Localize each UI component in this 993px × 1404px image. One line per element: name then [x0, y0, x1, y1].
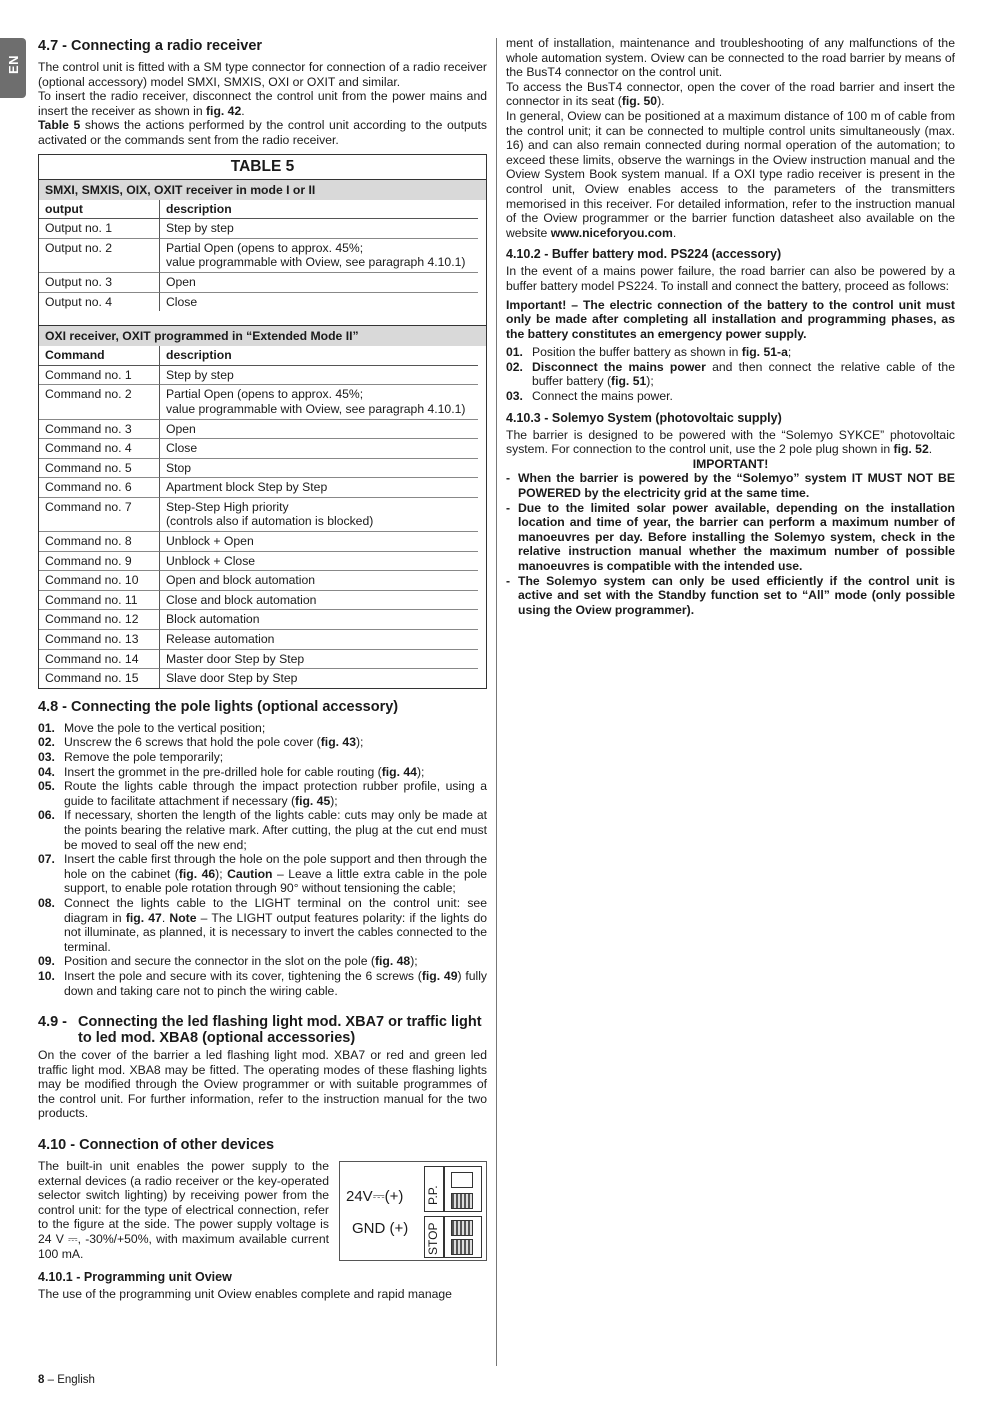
table-row [39, 478, 486, 498]
table-cell-label: Command no. 13 [39, 630, 160, 650]
table-cell-description: Slave door Step by Step [166, 671, 298, 686]
table-cell-label: Output no. 4 [39, 293, 160, 312]
section-4-9-para: On the cover of the barrier a led flashing light mod. XBA7 or red and green led traffic light mod. XBA8 may be fitted. The operating modes of these flashing lights may be modified through the Oview programmer or with suitable programmes of the control unit. For further information, refer to the instruction manual for the two products. [38, 1048, 487, 1121]
table-cell-description: Block automation [160, 610, 478, 630]
table-cell-label: Command no. 10 [39, 571, 160, 591]
warning-item: - The Solemyo system can only be used efficiently if the control unit is active and set with the Standby function set to “All” mode (only possible using the Oview programmer). [506, 573, 955, 617]
terminal-wiring-figure [339, 1161, 487, 1261]
left-column [38, 34, 487, 1302]
section-4-10-title: 4.10 - Connection of other devices [38, 1137, 275, 1154]
section-4-8-title: 4.8 - Connecting the pole lights (optional accessory) [38, 698, 399, 715]
section-4-7-para3: Table 5 shows the actions performed by the control unit according to the outputs activated or the commands sent from the radio receiver. [38, 118, 487, 147]
table-row [39, 420, 486, 440]
section-4-10-para: The built-in unit enables the power supply to the external devices (a radio receiver or the key-operated selector switch lighting) by receiving power from the control unit: for the type of electrical connection, refer to the figure at the side. The power supply voltage is 24 V ⎓, -30%/+50%, with maximum available current 100 mA. [38, 1159, 329, 1261]
table-cell-label: Command no. 6 [39, 478, 160, 498]
table-cell-description: Close and block automation [160, 591, 478, 611]
table-cell-description: Partial Open (opens to approx. 45%; value programmable with Oview, see paragraph 4.10.1) [160, 239, 478, 273]
table-row [39, 385, 486, 419]
terminal-block-pp [444, 1166, 482, 1212]
table-cell-description: Step by step [160, 219, 478, 239]
list-item: 09. Position and secure the connector in the slot on the pole (fig. 48); [38, 954, 418, 969]
fig-label-gnd: GND (+) [352, 1220, 409, 1238]
language-tab [0, 38, 26, 98]
table-command-rows [39, 366, 486, 688]
list-item: 02. Unscrew the 6 screws that hold the pole cover (fig. 43); [38, 735, 364, 750]
table-cell-label: Command no. 8 [39, 532, 160, 552]
table-row [39, 610, 486, 630]
list-item: 03. Connect the mains power. [506, 389, 673, 404]
list-item: 01. Position the buffer battery as shown in fig. 51-a; [506, 345, 792, 360]
column-divider [496, 38, 497, 1366]
table-row [39, 219, 486, 239]
table-row [39, 498, 486, 532]
table-cell-description: Step-Step High priority (controls also if automation is blocked) [160, 498, 478, 532]
warning-item: - Due to the limited solar power available, depending on the installation location and time of year, the barrier can perform a maximum number of manoeuvres per day. Before installing the Solemyo system, check in the relative instruction manual whether the maximum number of possible manoeuvres is compatible with the intended use. [506, 500, 955, 573]
table-cell-label: Command no. 3 [39, 420, 160, 440]
table-row [39, 439, 486, 459]
table-row [39, 239, 486, 273]
table-section-extended-mode: OXI receiver, OXIT programmed in “Extended Mode II” [39, 326, 486, 346]
table-row [39, 630, 486, 650]
table-header-row: Command description [39, 346, 486, 366]
fig-label-24v: 24V⎓(+) [346, 1188, 404, 1206]
fig-label-stop: STOP [426, 1222, 440, 1256]
table-row [39, 366, 486, 386]
table-cell-description: Stop [160, 459, 478, 479]
table-cell-label: Command no. 5 [39, 459, 160, 479]
section-4-10-2-steps [506, 345, 955, 403]
section-4-7-title: 4.7 - Connecting a radio receiver [38, 38, 263, 54]
page-footer [38, 1374, 95, 1386]
table-row [39, 571, 486, 591]
table-row [39, 293, 486, 312]
table-cell-description: Step by step [160, 366, 478, 386]
table-cell-label: Command no. 12 [39, 610, 160, 630]
section-4-10-1-para3: In general, Oview can be positioned at a maximum distance of 100 m of cable from the control unit; it can be connected to multiple control units simultaneously (max. 16) and can also remain connected during normal operation of the automation; to exceed these limits, observe the warnings in the Oview instruction manual and the Oview System Book system manual. If a OXI type radio receiver is present in the control unit, Oview enables access to the parameters of the transmitters memorised in this receiver. For detailed information, refer to the instruction manual of the Oview programmer or the barrier function datasheet also available on the website www.niceforyou.com. [506, 108, 955, 240]
section-4-7-para1: The control unit is fitted with a SM type connector for connection of a radio receiver (optional accessory) model SMXI, SMXIS, OXI or OXIT and similar. [38, 60, 487, 89]
table-cell-label: Output no. 3 [39, 273, 160, 293]
section-4-10-1-title: 4.10.1 - Programming unit Oview [38, 1270, 232, 1285]
language-label: EN [6, 54, 22, 75]
section-4-9-title: 4.9 - Connecting the led flashing light mod. XBA7 or traffic light to led mod. XBA8 (optional accessories) [38, 1014, 482, 1047]
table-cell-label: Output no. 2 [39, 239, 160, 273]
table-cell-label: Command no. 14 [39, 650, 160, 670]
section-4-10-2-para: In the event of a mains power failure, the road barrier can also be powered by a buffer battery model PS224. To install and connect the battery, proceed as follows: [506, 264, 955, 293]
table-section-receiver-mode: SMXI, SMXIS, OIX, OXIT receiver in mode I or II [39, 180, 486, 200]
table-cell-description: Master door Step by Step [160, 650, 478, 670]
section-4-7-para2: To insert the radio receiver, disconnect the control unit from the power mains and insert the receiver as shown in fig. 42. [38, 89, 487, 118]
table-cell-label: Command no. 1 [39, 366, 160, 386]
table-row [39, 591, 486, 611]
table-cell-description: Unblock + Open [160, 532, 478, 552]
table-row [39, 459, 486, 479]
table-cell-description: Open [160, 420, 478, 440]
table-output-rows [39, 219, 486, 311]
list-item: 07. Insert the cable first through the hole on the pole support and then through the hole on the cabinet (fig. 46); Caution – Leave a little extra cable in the pole support, to enable pole rotation through 90° without tensioning the cable; [38, 852, 487, 896]
section-4-10-2-title: 4.10.2 - Buffer battery mod. PS224 (accessory) [506, 247, 782, 262]
table-cell-label: Command no. 2 [39, 385, 160, 419]
section-4-10-1-para-cont: ment of installation, maintenance and troubleshooting of any malfunctions of the whole automation system. Oview can be connected to the road barrier by means of the BusT4 connector on the control unit. [506, 36, 955, 80]
section-4-10-1-para2: To access the BusT4 connector, open the cover of the road barrier and insert the connector in its seat (fig. 50). [506, 79, 955, 109]
fig-label-pp: P.P. [426, 1185, 440, 1206]
table-cell-label: Command no. 9 [39, 552, 160, 572]
list-item: 10. Insert the pole and secure with its cover, tightening the 6 screws (fig. 49) fully down and taking care not to pinch the wiring cable. [38, 968, 487, 998]
section-4-8-steps [38, 721, 487, 998]
table-cell-description: Close [160, 439, 478, 459]
section-4-10-3-warnings [506, 471, 955, 617]
table-cell-label: Command no. 7 [39, 498, 160, 532]
table-cell-description: Open and block automation [160, 571, 478, 591]
list-item: 05. Route the lights cable through the impact protection rubber profile, using a guide to facilitate attachment if necessary (fig. 45); [38, 779, 487, 808]
table-cell-description: Unblock + Close [160, 552, 478, 572]
table-row [39, 273, 486, 293]
section-4-10-1-para-start: The use of the programming unit Oview enables complete and rapid manage [38, 1287, 452, 1302]
table-cell-description: Close [166, 294, 198, 309]
table-cell-label: Output no. 1 [39, 219, 160, 239]
section-4-10-2-important: Important! – The electric connection of the battery to the control unit must only be made after completing all installation and programming phases, as the battery constitutes an emergency power supply. [506, 297, 955, 341]
list-item: 06. If necessary, shorten the length of the lights cable: cuts may only be made at the points bearing the relative mark. After cutting, the plug at the cut end must be moved to seal off the new end; [38, 808, 487, 852]
list-item: 04. Insert the grommet in the pre-drilled hole for cable routing (fig. 44); [38, 764, 425, 779]
section-4-10-3-para: The barrier is designed to be powered with the “Solemyo SYKCE” photovoltaic system. For connection to the control unit, use the 2 pole plug shown in fig. 52. [506, 427, 955, 457]
terminal-block-stop [444, 1216, 482, 1258]
table-cell-label: Command no. 15 [39, 669, 160, 688]
table-row [39, 650, 486, 670]
warning-item: - When the barrier is powered by the “Solemyo” system IT MUST NOT BE POWERED by the electricity grid at the same time. [506, 471, 955, 501]
table-cell-description: Open [160, 273, 478, 293]
list-item: 08. Connect the lights cable to the LIGHT terminal on the control unit: see diagram in fig. 47. Note – The LIGHT output features polarity: if the lights do not illuminate, as planned, it is necessary to invert the cables connected to the terminal. [38, 895, 487, 954]
list-item: 01. Move the pole to the vertical position; [38, 720, 266, 735]
table-cell-description: Partial Open (opens to approx. 45%; value programmable with Oview, see paragraph 4.10.1) [160, 385, 478, 419]
table-cell-label: Command no. 11 [39, 591, 160, 611]
page-number: 8 [38, 1374, 45, 1386]
table-5 [38, 154, 487, 689]
list-item: 02. Disconnect the mains power and then connect the relative cable of the buffer battery (fig. 51); [506, 359, 955, 389]
list-item: 03. Remove the pole temporarily; [38, 750, 224, 764]
table-row [39, 532, 486, 552]
table-header-row: output description [39, 200, 486, 220]
table-row [39, 552, 486, 572]
right-column [506, 36, 955, 617]
important-heading: IMPORTANT! [692, 456, 769, 471]
section-4-10-3-title: 4.10.3 - Solemyo System (photovoltaic supply) [506, 410, 782, 425]
table-5-title: TABLE 5 [39, 155, 486, 180]
footer-language: – English [44, 1374, 95, 1386]
table-cell-label: Command no. 4 [39, 439, 160, 459]
table-cell-description: Release automation [160, 630, 478, 650]
table-cell-description: Apartment block Step by Step [160, 478, 478, 498]
table-row [39, 669, 486, 688]
